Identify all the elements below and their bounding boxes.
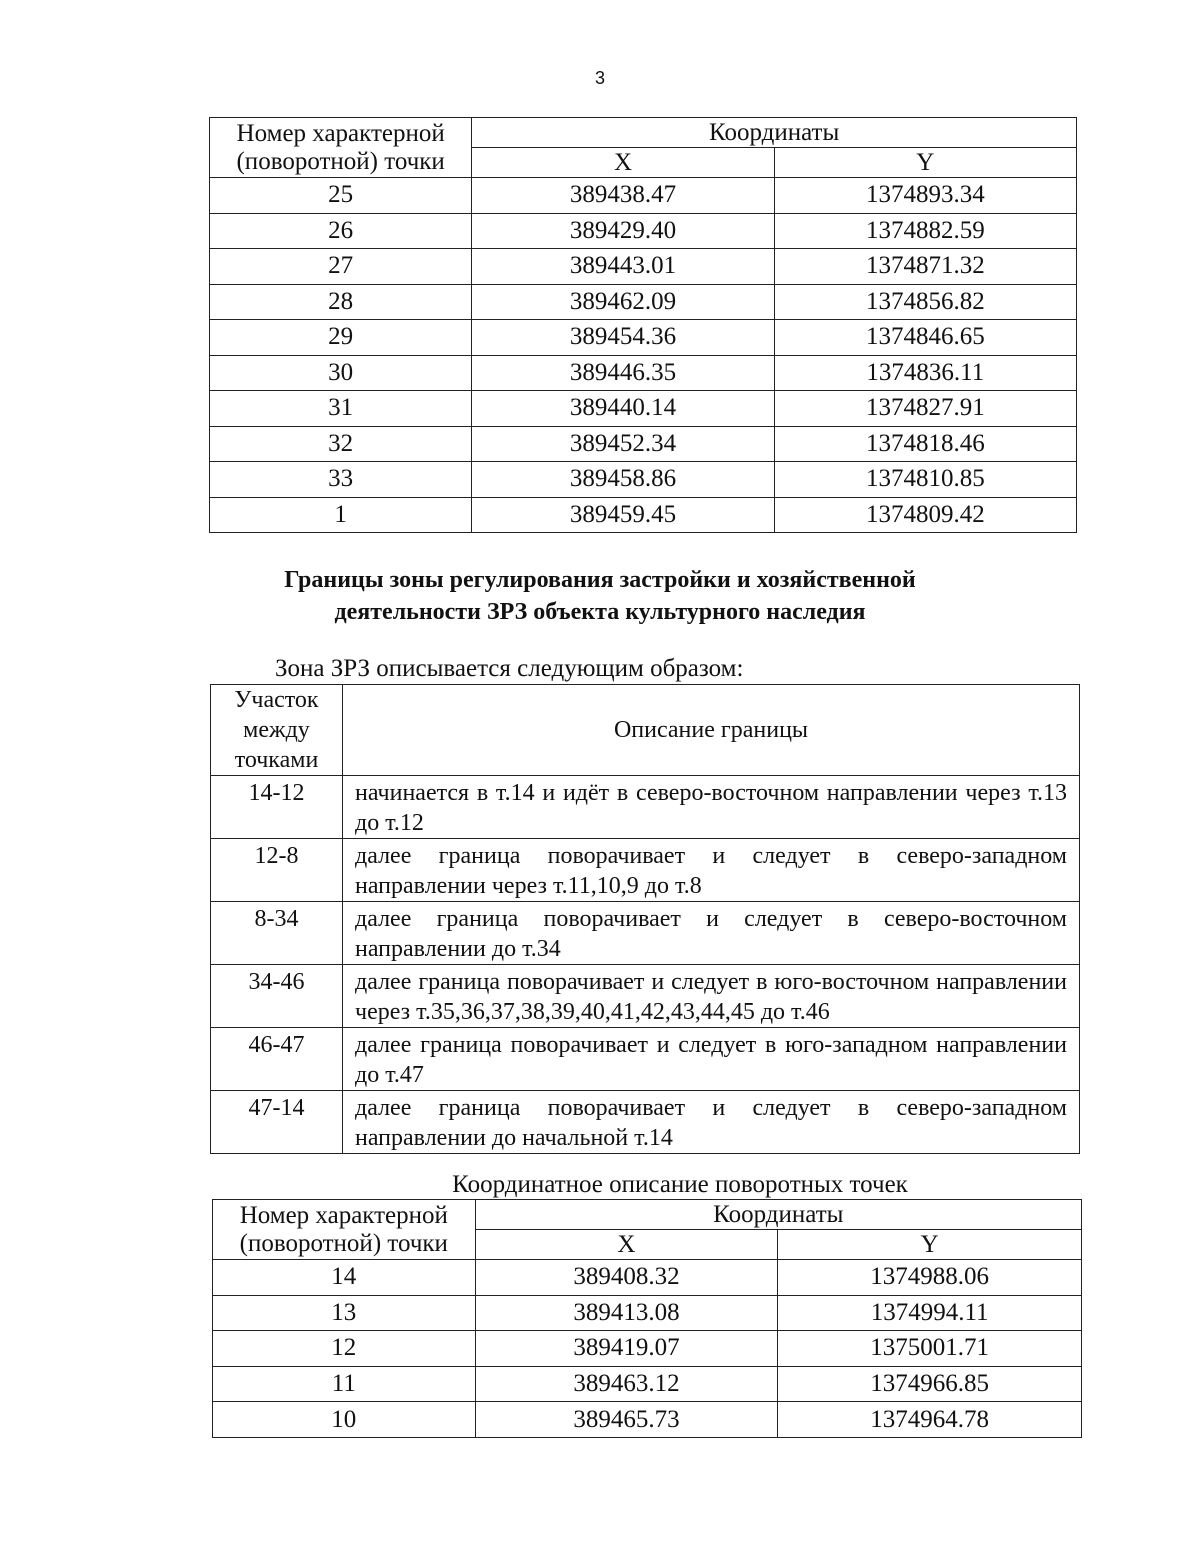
point-cell: 11 [213, 1366, 476, 1402]
y-cell: 1374893.34 [774, 178, 1076, 214]
table-row [210, 213, 1077, 249]
point-cell: 33 [210, 462, 472, 498]
table-row [211, 1091, 1080, 1154]
point-header-line2: (поворотной) точки [239, 1229, 448, 1257]
point-cell: 28 [210, 284, 472, 320]
table-row [213, 1260, 1082, 1296]
y-cell: 1374994.11 [778, 1295, 1082, 1331]
table-row [213, 1331, 1082, 1367]
description-cell: далее граница поворачивает и следует в юго-восточном направлении через т.35,36,37,38,39,40,41,42,43,44,45 до т.46 [343, 965, 1080, 1028]
table-row [210, 249, 1077, 285]
table-row [211, 839, 1080, 902]
point-number-header [213, 1200, 476, 1260]
segment-header-line3: точками [234, 747, 319, 773]
page-number: 3 [594, 68, 605, 88]
x-cell: 389413.08 [475, 1295, 778, 1331]
y-cell: 1374988.06 [778, 1260, 1082, 1296]
table-row [213, 1295, 1082, 1331]
x-cell: 389454.36 [472, 320, 774, 356]
description-cell: далее граница поворачивает и следует в северо-западном направлении до начальной т.14 [343, 1091, 1080, 1154]
zone-boundary-table [210, 684, 1080, 1154]
x-cell: 389443.01 [472, 249, 774, 285]
table-row [210, 462, 1077, 498]
x-header: X [475, 1230, 778, 1260]
point-cell: 14 [213, 1260, 476, 1296]
table-row [210, 284, 1077, 320]
table-row [211, 1028, 1080, 1091]
y-header: Y [774, 148, 1076, 178]
description-cell: далее граница поворачивает и следует в юго-западном направлении до т.47 [343, 1028, 1080, 1091]
point-cell: 1 [210, 497, 472, 533]
x-cell: 389459.45 [472, 497, 774, 533]
point-cell: 31 [210, 391, 472, 427]
table-row [210, 178, 1077, 214]
x-cell: 389440.14 [472, 391, 774, 427]
point-cell: 29 [210, 320, 472, 356]
x-cell: 389429.40 [472, 213, 774, 249]
table-row [213, 1366, 1082, 1402]
y-cell: 1374818.46 [774, 426, 1076, 462]
description-cell: далее граница поворачивает и следует в северо-западном направлении через т.11,10,9 до т.8 [343, 839, 1080, 902]
point-cell: 10 [213, 1402, 476, 1438]
coordinates-header: Координаты [475, 1200, 1081, 1230]
x-cell: 389458.86 [472, 462, 774, 498]
table-caption: Координатное описание поворотных точек [452, 1171, 908, 1198]
y-cell: 1374827.91 [774, 391, 1076, 427]
y-cell: 1374871.32 [774, 249, 1076, 285]
x-cell: 389462.09 [472, 284, 774, 320]
description-header: Описание границы [343, 685, 1080, 776]
segment-header-line2: между [243, 717, 310, 743]
x-cell: 389446.35 [472, 355, 774, 391]
point-cell: 27 [210, 249, 472, 285]
point-header-line1: Номер характерной [236, 119, 445, 147]
x-cell: 389465.73 [475, 1402, 778, 1438]
x-cell: 389463.12 [475, 1366, 778, 1402]
point-number-header [210, 118, 472, 178]
y-header: Y [778, 1230, 1082, 1260]
x-cell: 389438.47 [472, 178, 774, 214]
coordinates-table-2 [212, 1199, 1082, 1438]
point-cell: 32 [210, 426, 472, 462]
table-row [210, 426, 1077, 462]
table-row [210, 355, 1077, 391]
section-title-line2: деятельности ЗРЗ объекта культурного наследия [334, 599, 866, 625]
x-cell: 389408.32 [475, 1260, 778, 1296]
point-cell: 30 [210, 355, 472, 391]
table-row [211, 965, 1080, 1028]
table-row [210, 320, 1077, 356]
table-row [210, 497, 1077, 533]
section-title-line1: Границы зоны регулирования застройки и хозяйственной [284, 567, 916, 593]
y-cell: 1374882.59 [774, 213, 1076, 249]
x-header: X [472, 148, 774, 178]
coordinates-header: Координаты [472, 118, 1077, 148]
table-row [211, 902, 1080, 965]
point-cell: 25 [210, 178, 472, 214]
x-cell: 389419.07 [475, 1331, 778, 1367]
y-cell: 1374810.85 [774, 462, 1076, 498]
segment-cell: 14-12 [211, 776, 343, 839]
section-title [0, 564, 1200, 628]
point-cell: 26 [210, 213, 472, 249]
description-cell: начинается в т.14 и идёт в северо-восточном направлении через т.13 до т.12 [343, 776, 1080, 839]
coordinates-table-1 [209, 117, 1077, 533]
y-cell: 1374856.82 [774, 284, 1076, 320]
point-cell: 13 [213, 1295, 476, 1331]
segment-header [211, 685, 343, 776]
y-cell: 1374846.65 [774, 320, 1076, 356]
y-cell: 1375001.71 [778, 1331, 1082, 1367]
table-row [210, 391, 1077, 427]
point-header-line2: (поворотной) точки [236, 147, 445, 175]
point-cell: 12 [213, 1331, 476, 1367]
segment-header-line1: Участок [234, 687, 319, 713]
segment-cell: 8-34 [211, 902, 343, 965]
y-cell: 1374836.11 [774, 355, 1076, 391]
description-cell: далее граница поворачивает и следует в северо-восточном направлении до т.34 [343, 902, 1080, 965]
y-cell: 1374966.85 [778, 1366, 1082, 1402]
y-cell: 1374809.42 [774, 497, 1076, 533]
segment-cell: 46-47 [211, 1028, 343, 1091]
segment-cell: 12-8 [211, 839, 343, 902]
x-cell: 389452.34 [472, 426, 774, 462]
y-cell: 1374964.78 [778, 1402, 1082, 1438]
segment-cell: 47-14 [211, 1091, 343, 1154]
table-row [213, 1402, 1082, 1438]
table-row [211, 776, 1080, 839]
segment-cell: 34-46 [211, 965, 343, 1028]
intro-text: Зона ЗРЗ описывается следующим образом: [275, 655, 744, 682]
point-header-line1: Номер характерной [239, 1201, 448, 1229]
